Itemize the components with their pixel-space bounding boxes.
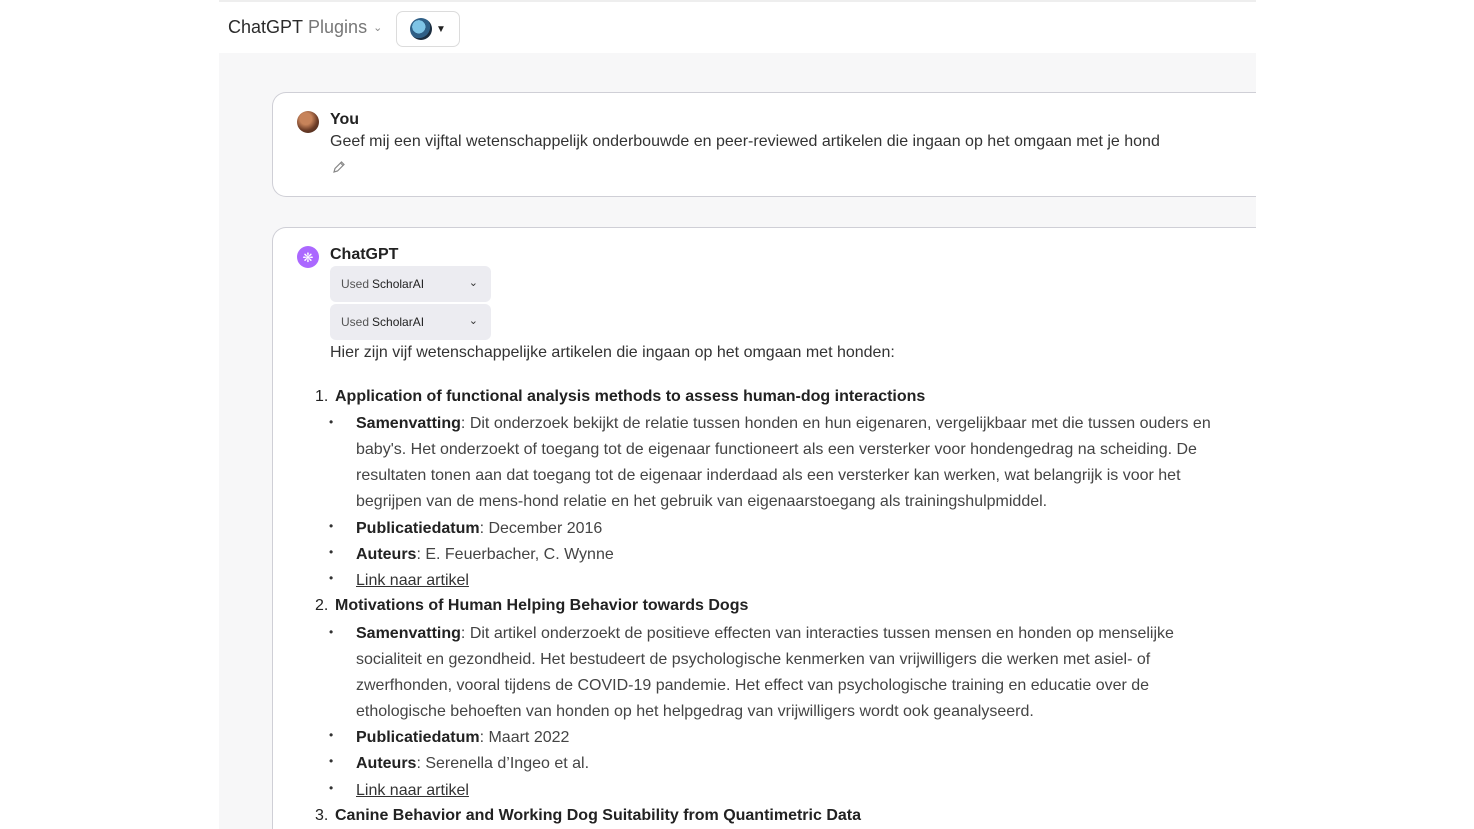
chat-app	[219, 0, 1256, 829]
chevron-down-icon: ⌄	[373, 22, 383, 34]
summary-label: Samenvatting	[356, 625, 461, 642]
date-label: Publicatiedatum	[356, 520, 480, 537]
date-value: : Maart 2022	[479, 729, 570, 746]
article-date	[356, 725, 1236, 751]
bullet: •	[329, 728, 334, 742]
date-value: : December 2016	[479, 520, 603, 537]
list-number: 2.	[315, 597, 329, 614]
authors-label: Auteurs	[356, 546, 417, 563]
message-author: ChatGPT	[330, 246, 399, 263]
tool-use-toggle[interactable]	[330, 266, 491, 302]
tool-name: ScholarAI	[372, 277, 425, 291]
bullet: •	[329, 781, 334, 795]
article-summary	[356, 411, 1236, 515]
authors-value: : Serenella d’Ingeo et al.	[416, 755, 590, 772]
tool-name: ScholarAI	[372, 315, 425, 329]
article-title: Motivations of Human Helping Behavior towards Dogs	[335, 597, 749, 614]
bullet: •	[329, 415, 334, 429]
bullet: •	[329, 625, 334, 639]
summary-text: : Dit artikel onderzoekt de positieve effecten van interacties tussen mensen en honden op menselijke socialiteit en gezondheid. Het bestudeert de psychologische kenmerken van vrijwilligers die werken met asiel- of zwerfhonden, vooral tijdens de COVID-19 pandemie. Het effect van psychologische training en educatie over de ethologische behoeften van honden op het helpgedrag van vrijwilligers wordt ook geanalyseerd.	[356, 625, 1174, 720]
list-number: 1.	[315, 388, 329, 405]
model-name: ChatGPT	[228, 17, 304, 37]
article-link[interactable]: Link naar artikel	[356, 782, 469, 799]
article-authors	[356, 751, 1236, 777]
chatgpt-avatar-icon: ❋	[297, 246, 319, 268]
article-summary	[356, 621, 1236, 725]
top-bar	[219, 0, 1256, 53]
assistant-message	[272, 227, 1256, 829]
user-avatar	[297, 111, 319, 133]
response-intro: Hier zijn vijf wetenschappelijke artikelen die ingaan op het omgaan met honden:	[330, 344, 895, 361]
bullet: •	[329, 519, 334, 533]
edit-pencil-icon[interactable]	[332, 160, 348, 176]
authors-value: : E. Feuerbacher, C. Wynne	[416, 546, 614, 563]
tool-use-label: Used	[341, 277, 370, 291]
tool-use-toggle[interactable]	[330, 304, 491, 340]
article-authors	[356, 542, 1236, 568]
article-link-row	[356, 778, 1236, 804]
authors-label: Auteurs	[356, 755, 417, 772]
chevron-down-icon: ⌄	[468, 277, 478, 289]
summary-label: Samenvatting	[356, 415, 461, 432]
chevron-down-icon: ▼	[436, 23, 446, 35]
message-text: Geef mij een vijftal wetenschappelijk onderbouwde en peer-reviewed artikelen die ingaan op het omgaan met je hond	[330, 133, 1160, 150]
bullet: •	[329, 754, 334, 768]
article-date	[356, 516, 1236, 542]
model-variant: Plugins	[308, 17, 368, 37]
plugin-selector-button[interactable]	[396, 11, 460, 47]
bullet: •	[329, 545, 334, 559]
scholarai-logo-icon	[410, 18, 432, 40]
model-selector[interactable]	[228, 17, 382, 38]
user-message	[272, 92, 1256, 197]
article-link-row	[356, 568, 1236, 594]
article-title: Canine Behavior and Working Dog Suitability from Quantimetric Data	[335, 807, 861, 824]
article-link[interactable]: Link naar artikel	[356, 572, 469, 589]
message-author: You	[330, 111, 360, 128]
date-label: Publicatiedatum	[356, 729, 480, 746]
bullet: •	[329, 571, 334, 585]
article-title: Application of functional analysis methods to assess human-dog interactions	[335, 388, 926, 405]
tool-use-label: Used	[341, 315, 370, 329]
chevron-down-icon: ⌄	[468, 315, 478, 327]
list-number: 3.	[315, 807, 329, 824]
summary-text: : Dit onderzoek bekijkt de relatie tussen honden en hun eigenaren, vergelijkbaar met die tussen ouders en baby's. Het onderzoekt of toegang tot de eigenaar functioneert als een versterker voor hondengedrag na scheiding. De resultaten tonen aan dat toegang tot de eigenaar inderdaad als een versterker kan werken, wat belangrijk is voor het begrijpen van de mens-hond relatie en het gebruik van eigenaarstoegang als trainingshulpmiddel.	[356, 415, 1211, 510]
